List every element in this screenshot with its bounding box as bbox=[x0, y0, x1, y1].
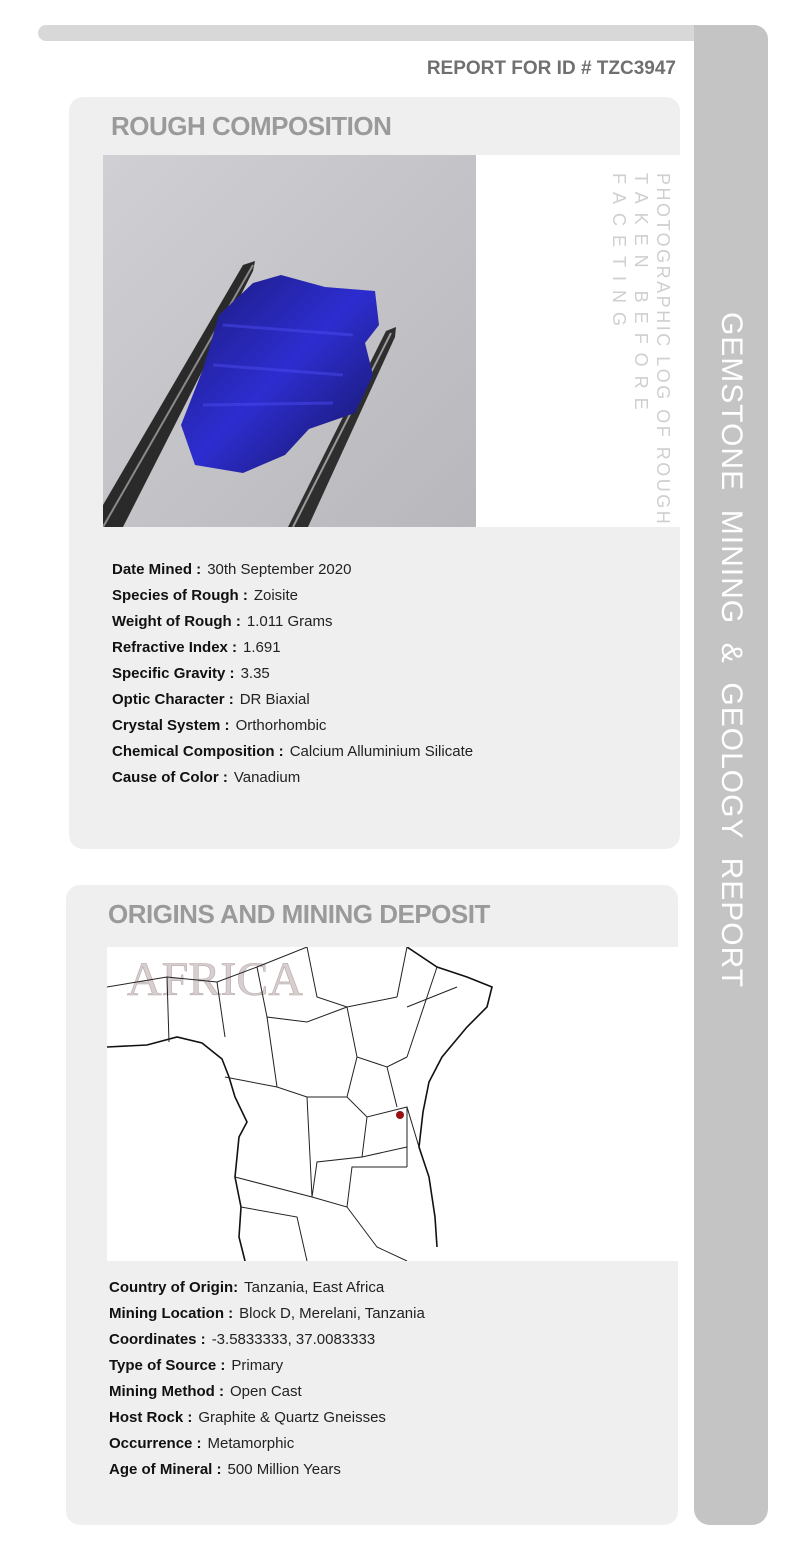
property-value: Primary bbox=[231, 1357, 284, 1374]
property-value: Orthorhombic bbox=[235, 717, 327, 734]
property-label: Occurrence : bbox=[109, 1435, 202, 1452]
property-label: Weight of Rough : bbox=[112, 613, 241, 630]
property-row bbox=[109, 1457, 425, 1483]
property-value: Tanzania, East Africa bbox=[244, 1279, 385, 1296]
property-row bbox=[112, 765, 473, 791]
property-label: Coordinates : bbox=[109, 1331, 206, 1348]
property-label: Age of Mineral : bbox=[109, 1461, 222, 1478]
property-label: Cause of Color : bbox=[112, 769, 228, 786]
photo-area bbox=[103, 155, 680, 527]
photo-caption-line2: TAKEN BEFORE FACETING bbox=[609, 173, 651, 419]
property-row bbox=[109, 1275, 425, 1301]
property-row bbox=[112, 661, 473, 687]
property-row bbox=[109, 1353, 425, 1379]
map-area bbox=[107, 947, 678, 1261]
side-band bbox=[694, 25, 768, 1525]
property-row bbox=[112, 635, 473, 661]
origins-title: ORIGINS AND MINING DEPOSIT bbox=[108, 899, 490, 929]
property-value: 500 Million Years bbox=[227, 1461, 341, 1478]
mine-location-marker bbox=[396, 1111, 404, 1119]
photo-caption-line1: PHOTOGRAPHIC LOG OF ROUGH bbox=[653, 173, 673, 527]
property-value: 3.35 bbox=[240, 665, 270, 682]
property-value: -3.5833333, 37.0083333 bbox=[211, 1331, 376, 1348]
property-row bbox=[112, 713, 473, 739]
side-title: GEMSTONE MINING & GEOLOGY REPORT bbox=[715, 311, 748, 989]
rough-composition-title: ROUGH COMPOSITION bbox=[111, 111, 392, 141]
property-label: Optic Character : bbox=[112, 691, 234, 708]
rough-properties bbox=[112, 557, 473, 791]
property-value: Graphite & Quartz Gneisses bbox=[198, 1409, 386, 1426]
property-value: Block D, Merelani, Tanzania bbox=[239, 1305, 425, 1322]
property-row bbox=[109, 1405, 425, 1431]
property-row bbox=[109, 1431, 425, 1457]
property-row bbox=[109, 1301, 425, 1327]
property-value: 1.691 bbox=[243, 639, 281, 656]
report-id: REPORT FOR ID # TZC3947 bbox=[426, 58, 676, 79]
property-value: Calcium Alluminium Silicate bbox=[289, 743, 474, 760]
property-label: Mining Location : bbox=[109, 1305, 234, 1322]
property-row bbox=[112, 687, 473, 713]
africa-map bbox=[107, 947, 537, 1261]
property-label: Specific Gravity : bbox=[112, 665, 235, 682]
property-value: Open Cast bbox=[229, 1383, 302, 1400]
property-label: Type of Source : bbox=[109, 1357, 226, 1374]
origin-properties bbox=[109, 1275, 425, 1483]
property-row bbox=[109, 1327, 425, 1353]
property-label: Date Mined : bbox=[112, 561, 202, 578]
property-label: Mining Method : bbox=[109, 1383, 224, 1400]
property-value: Metamorphic bbox=[207, 1435, 295, 1452]
property-row bbox=[112, 739, 473, 765]
origins-card bbox=[66, 885, 678, 1525]
property-value: 1.011 Grams bbox=[246, 613, 333, 630]
property-value: DR Biaxial bbox=[239, 691, 310, 708]
property-row bbox=[112, 557, 473, 583]
gemstone-photo bbox=[103, 155, 476, 527]
property-row bbox=[112, 583, 473, 609]
property-row bbox=[109, 1379, 425, 1405]
property-value: Vanadium bbox=[233, 769, 301, 786]
property-label: Crystal System : bbox=[112, 717, 230, 734]
property-label: Country of Origin: bbox=[109, 1279, 239, 1296]
property-label: Chemical Composition : bbox=[112, 743, 284, 760]
map-label: AFRICA bbox=[127, 953, 304, 1006]
top-bar bbox=[38, 25, 738, 41]
rough-composition-card bbox=[69, 97, 680, 849]
property-label: Species of Rough : bbox=[112, 587, 248, 604]
property-label: Refractive Index : bbox=[112, 639, 238, 656]
property-row bbox=[112, 609, 473, 635]
property-value: 30th September 2020 bbox=[207, 561, 352, 578]
property-value: Zoisite bbox=[253, 587, 299, 604]
photo-caption bbox=[608, 173, 674, 527]
property-label: Host Rock : bbox=[109, 1409, 193, 1426]
